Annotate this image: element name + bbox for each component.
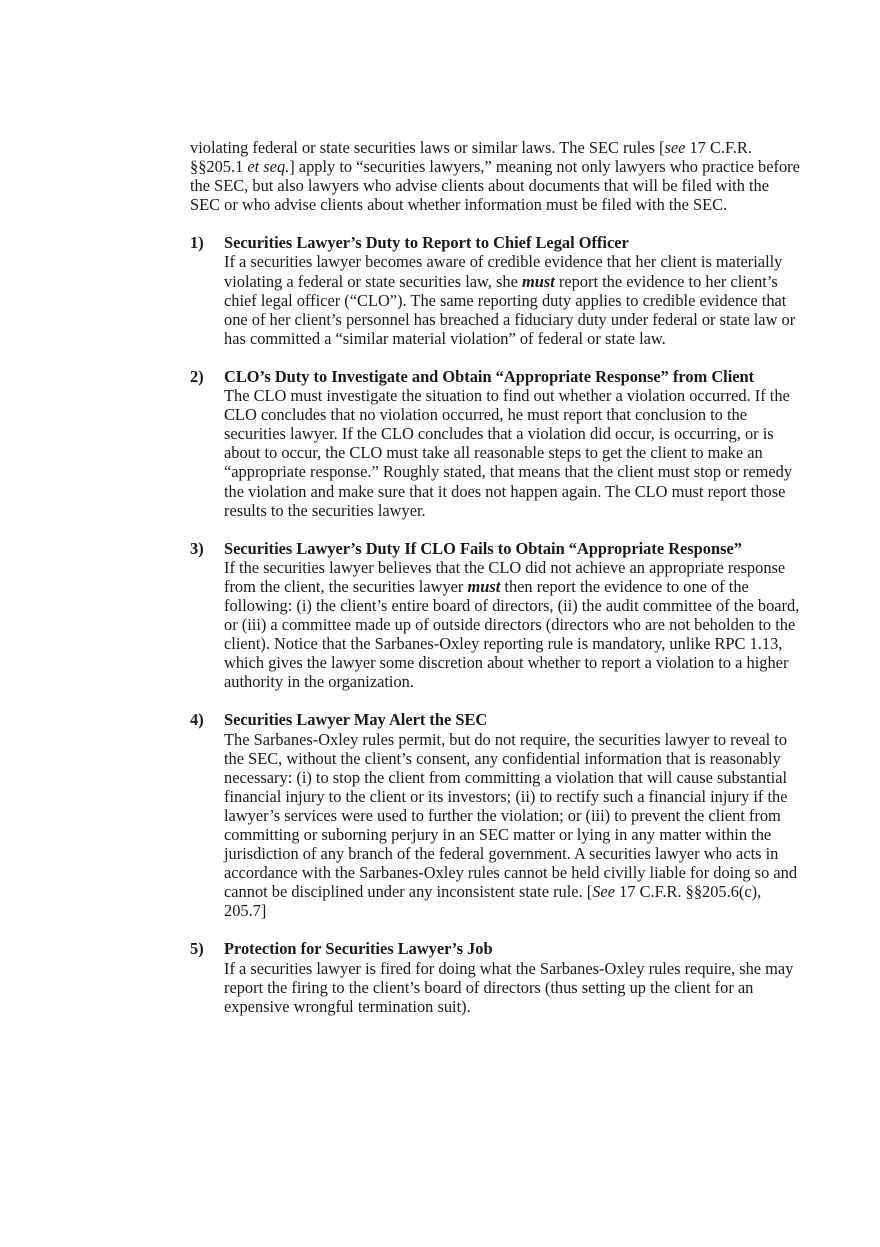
section-heading: Securities Lawyer May Alert the SEC [224, 710, 488, 730]
section-text: If a securities lawyer becomes aware of credible evidence that her client is materially violating a federal or state securities law, she [224, 252, 783, 291]
section-text: The Sarbanes-Oxley rules permit, but do not require, the securities lawyer to reveal to the SEC, without the client’s consent, any confidential information that is reasonably necessary: (i) to stop the client from committing a violation that will cause substantial financial injury to the client or its investors; (ii) to rectify such a financial injury if the lawyer’s services were used to further the violation; or (iii) to prevent the client from committing or suborning perjury in an SEC matter or lying in any matter within the jurisdiction of any branch of the federal government. A securities lawyer who acts in accordance with the Sarbanes-Oxley rules cannot be held civilly liable for doing so and cannot be disciplined under any inconsistent state rule. [ [224, 729, 798, 902]
section-4 [190, 710, 800, 920]
emphasis-must: must [467, 576, 501, 596]
section-number: 4) [190, 710, 204, 730]
intro-et-seq: et seq. [247, 157, 290, 177]
section-text: If the securities lawyer believes that the CLO did not achieve an appropriate response from the client, the securities lawyer [224, 557, 786, 596]
section-body: If a securities lawyer is fired for doing what the Sarbanes-Oxley rules require, she may report the firing to the client’s board of directors (thus setting up the client for an expensive wrongful termination suit). [224, 958, 794, 1016]
section-body [224, 730, 800, 921]
section-text: report the evidence to her client’s chief legal officer (“CLO”). The same reporting duty applies to credible evidence that one of her client’s personnel has breached a fiduciary duty under federal or state law or has committed a “similar material violation” of federal or state law. [224, 271, 796, 348]
document-page [190, 138, 800, 1035]
section-body [224, 558, 800, 692]
emphasis-must: must [521, 271, 555, 291]
intro-text: ] apply to “securities lawyers,” meaning not only lawyers who practice before the SEC, but also lawyers who advise clients about documents that will be filed with the SEC or who advise clients about whether information must be filed with the SEC. [190, 157, 800, 215]
section-heading: Securities Lawyer’s Duty to Report to Chief Legal Officer [224, 233, 629, 253]
section-heading: Protection for Securities Lawyer’s Job [224, 939, 493, 959]
section-heading: Securities Lawyer’s Duty If CLO Fails to Obtain “Appropriate Response” [224, 538, 742, 558]
section-number: 1) [190, 233, 204, 253]
section-heading: CLO’s Duty to Investigate and Obtain “Appropriate Response” from Client [224, 366, 755, 386]
intro-see: see [664, 138, 686, 157]
section-1 [190, 233, 800, 348]
intro-text: violating federal or state securities laws or similar laws. The SEC rules [ [190, 138, 665, 157]
section-number: 3) [190, 538, 204, 558]
section-number: 2) [190, 366, 204, 386]
section-number: 5) [190, 939, 204, 959]
see-citation: See [592, 882, 615, 902]
intro-text: 17 C.F.R. §§205.1 [190, 138, 752, 177]
section-text: then report the evidence to one of the following: (i) the client’s entire board of directors, (ii) the audit committee of the board, or (iii) a committee made up of outside directors (directors who are not beholden to the client). Notice that the Sarbanes-Oxley reporting rule is mandatory, unlike RPC 1.13, which gives the lawyer some discretion about whether to report a violation to a higher authority in the organization. [224, 576, 800, 692]
section-5 [190, 939, 800, 1015]
intro-paragraph [190, 138, 800, 214]
section-2 [190, 367, 800, 520]
section-text: 17 C.F.R. §§205.6(c), 205.7] [224, 882, 762, 921]
section-body [224, 252, 800, 347]
section-3 [190, 539, 800, 692]
section-body: The CLO must investigate the situation to find out whether a violation occurred. If the CLO concludes that no violation occurred, he must report that conclusion to the securities lawyer. If the CLO concludes that a violation did occur, is occurring, or is about to occur, the CLO must take all reasonable steps to get the client to make an “appropriate response.” Roughly stated, that means that the client must stop or remedy the violation and make sure that it does not happen again. The CLO must report those results to the securities lawyer. [224, 386, 793, 520]
